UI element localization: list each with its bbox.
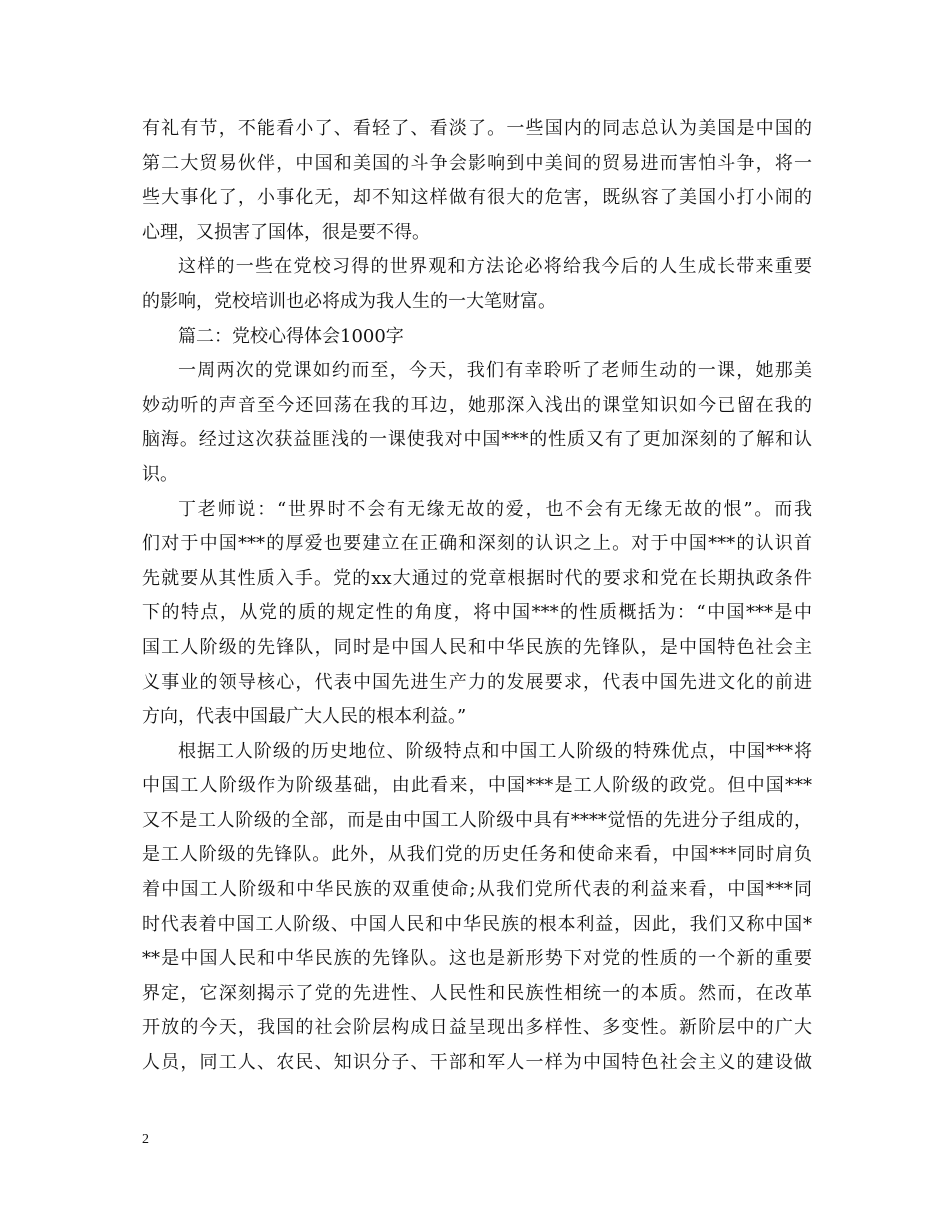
text-line: 丁老师说：“世界时不会有无缘无故的爱，也不会有无缘无故的恨”。而我 (178, 498, 812, 520)
text-line: 时代表着中国工人阶级、中国人民和中华民族的根本利益，因此，我们又称中国* (142, 913, 812, 935)
text-line: 些大事化了，小事化无，却不知这样做有很大的危害，既纵容了美国小打小闹的 (142, 187, 812, 209)
text-line: 开放的今天，我国的社会阶层构成日益呈现出多样性、多变性。新阶层中的广大 (142, 1017, 812, 1039)
page-number: 2 (142, 1132, 149, 1147)
text-line: 心理，又损害了国体，很是要不得。 (142, 221, 430, 243)
text-line: 这样的一些在党校习得的世界观和方法论必将给我今后的人生成长带来重要 (178, 256, 812, 278)
text-line: 又不是工人阶级的全部，而是由中国工人阶级中具有****觉悟的先进分子组成的， (142, 809, 812, 831)
text-line: 方向，代表中国最广大人民的根本利益。” (142, 706, 467, 728)
text-line: 的影响，党校培训也必将成为我人生的一大笔财富。 (142, 290, 556, 312)
text-line: 是工人阶级的先锋队。此外，从我们党的历史任务和使命来看，中国***同时肩负 (142, 844, 812, 866)
text-line: 义事业的领导核心，代表中国先进生产力的发展要求，代表中国先进文化的前进 (142, 671, 812, 693)
text-line: 根据工人阶级的历史地位、阶级特点和中国工人阶级的特殊优点，中国***将 (178, 740, 812, 762)
text-line: 中国工人阶级作为阶级基础，由此看来，中国***是工人阶级的政党。但中国*** (142, 775, 812, 797)
text-line: 有礼有节，不能看小了、看轻了、看淡了。一些国内的同志总认为美国是中国的 (142, 118, 812, 139)
text-line: 们对于中国***的厚爱也要建立在正确和深刻的认识之上。对于中国***的认识首 (142, 533, 812, 555)
text-line: 篇二：党校心得体会1000字 (178, 325, 404, 347)
text-line: **是中国人民和中华民族的先锋队。这也是新形势下对党的性质的一个新的重要 (142, 948, 812, 970)
text-line: 识。 (142, 463, 178, 485)
text-line: 一周两次的党课如约而至，今天，我们有幸聆听了老师生动的一课，她那美 (178, 360, 812, 382)
text-line: 国工人阶级的先锋队，同时是中国人民和中华民族的先锋队，是中国特色社会主 (142, 636, 812, 658)
text-line: 下的特点，从党的质的规定性的角度，将中国***的性质概括为：“中国***是中 (142, 602, 812, 624)
text-line: 着中国工人阶级和中华民族的双重使命;从我们党所代表的利益来看，中国***同 (142, 879, 812, 901)
document-body (142, 112, 812, 1081)
text-line: 脑海。经过这次获益匪浅的一课使我对中国***的性质又有了更加深刻的了解和认 (142, 429, 812, 451)
text-line: 界定，它深刻揭示了党的先进性、人民性和民族性相统一的本质。然而，在改革 (142, 982, 812, 1004)
text-line: 先就要从其性质入手。党的xx大通过的党章根据时代的要求和党在长期执政条件 (142, 567, 812, 589)
text-line: 妙动听的声音至今还回荡在我的耳边，她那深入浅出的课堂知识如今已留在我的 (142, 394, 812, 416)
text-line: 人员，同工人、农民、知识分子、干部和军人一样为中国特色社会主义的建设做 (142, 1052, 812, 1074)
text-line: 第二大贸易伙伴，中国和美国的斗争会影响到中美间的贸易进而害怕斗争，将一 (142, 152, 812, 174)
